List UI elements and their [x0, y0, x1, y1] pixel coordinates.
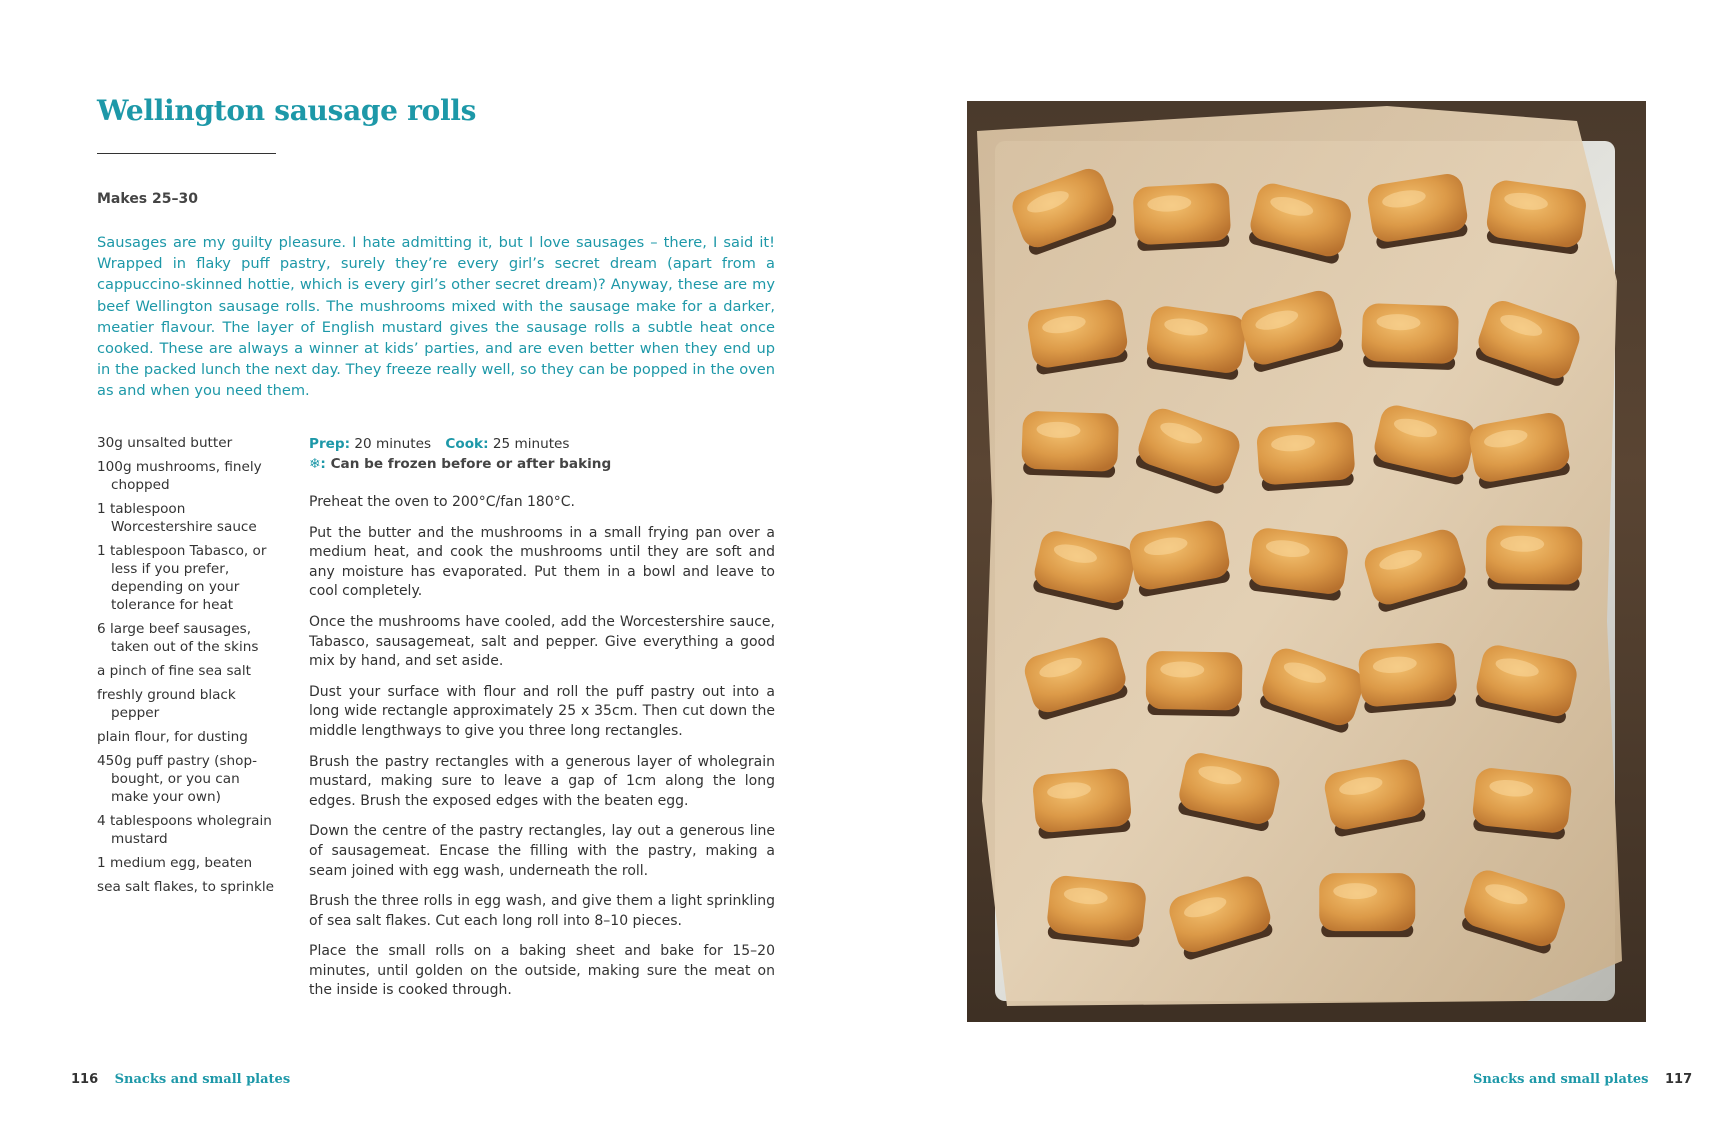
ingredient-item: 30g unsalted butter [97, 435, 233, 451]
prep-time: 20 minutes [354, 436, 432, 452]
ingredient-item: plain flour, for dusting [97, 729, 248, 745]
ingredient-item: 1 medium egg, beaten [97, 855, 253, 871]
sausage-roll [1021, 411, 1119, 478]
ingredient-item: freshly ground black pepper [97, 687, 236, 721]
sausage-roll [1144, 304, 1248, 381]
method-step: Place the small rolls on a baking sheet and bake for 15–20 minutes, until golden on the outside, making sure the meat on the inside is cooked through. [309, 943, 775, 999]
method-step: Preheat the oven to 200°C/fan 180°C. [309, 494, 575, 510]
recipe-intro: Sausages are my guilty pleasure. I hate admitting it, but I love sausages – there, I said it! Wrapped in flaky puff pastry, surely they’re every girl’s secret dream (apart from a cappuccino-skinned hottie, which is every girl’s other secret dream)? Anyway, these are my beef Wellington sausage rolls. The mushrooms mixed with the sausage make for a darker, meatier flavour. The layer of English mustard gives the sausage rolls a subtle heat once cooked. These are always a winner at kids’ parties, and are even better when they end up in the packed lunch the next day. They freeze really well, so they can be popped in the oven as and when you need them. [97, 234, 775, 400]
recipe-yield: Makes 25–30 [97, 191, 198, 207]
section-name-left: Snacks and small plates [114, 1072, 291, 1087]
sausage-roll [1484, 178, 1588, 255]
prep-label: Prep: [309, 436, 351, 452]
ingredient-item: 100g mushrooms, finely chopped [97, 459, 262, 493]
title-divider [97, 153, 276, 154]
freeze-note: Can be frozen before or after baking [330, 456, 612, 472]
sausage-roll [1246, 526, 1349, 601]
ingredient-item: 6 large beef sausages, taken out of the skins [97, 621, 259, 655]
parchment-paper [967, 101, 1646, 1022]
method-step: Dust your surface with flour and roll the puff pastry out into a long wide rectangle approximately 25 x 35cm. Then cut down the middle lengthways to give you three long rectangles. [309, 683, 775, 739]
sausage-roll [1361, 303, 1459, 370]
ingredient-item: sea salt flakes, to sprinkle [97, 879, 274, 895]
sausage-roll [1132, 182, 1231, 251]
method-step: Brush the three rolls in egg wash, and give them a light sprinkling of sea salt flakes. Cut each long roll into 8–10 pieces. [309, 893, 775, 929]
method-column [309, 434, 775, 1012]
section-name-right: Snacks and small plates [1473, 1072, 1649, 1087]
sausage-rolls-photo-icon [967, 101, 1646, 1022]
snowflake-icon: ❄: [309, 456, 326, 472]
method-step: Down the centre of the pastry rectangles, lay out a generous line of sausagemeat. Encase the filling with the pastry, making a seam joined with egg wash, underneath the roll. [309, 823, 775, 879]
sausage-roll [1485, 525, 1582, 591]
sausage-roll [1145, 651, 1242, 717]
sausage-roll [1256, 421, 1356, 492]
page-number-right: 117 [1665, 1072, 1693, 1087]
sausage-roll [1357, 642, 1458, 714]
ingredients-list [97, 434, 277, 902]
method-step: Once the mushrooms have cooled, add the Worcestershire sauce, Tabasco, sausagemeat, salt and pepper. Give everything a good mix by hand, and set aside. [309, 613, 775, 670]
freeze-line [309, 454, 775, 475]
sausage-roll [1032, 767, 1133, 839]
ingredient-item: 450g puff pastry (shop-bought, or you can make your own) [97, 753, 258, 805]
timing-line [309, 434, 775, 454]
method-step: Put the butter and the mushrooms in a small frying pan over a medium heat, and cook the mushrooms until they are soft and any moisture has evaporated. Put them in a bowl and leave to cool completely. [309, 524, 775, 600]
ingredient-item: 4 tablespoons wholegrain mustard [97, 813, 272, 847]
ingredient-item: 1 tablespoon Tabasco, or less if you prefer, depending on your tolerance for heat [97, 543, 267, 613]
sausage-roll [1319, 873, 1415, 937]
cook-label: Cook: [445, 436, 489, 452]
page-number-left: 116 [71, 1072, 99, 1087]
ingredient-item: 1 tablespoon Worcestershire sauce [97, 501, 257, 535]
right-footer [1473, 1072, 1692, 1087]
method-steps [309, 493, 775, 1001]
ingredient-item: a pinch of fine sea salt [97, 663, 251, 679]
method-step: Brush the pastry rectangles with a generous layer of wholegrain mustard, making sure to leave a gap of 1cm along the long edges. Brush the exposed edges with the beaten egg. [309, 753, 775, 809]
sausage-roll [1471, 767, 1573, 841]
sausage-roll [1045, 874, 1147, 948]
left-page [0, 0, 863, 1124]
recipe-title: Wellington sausage rolls [97, 94, 477, 127]
cook-time: 25 minutes [492, 436, 570, 452]
left-footer [71, 1072, 290, 1087]
